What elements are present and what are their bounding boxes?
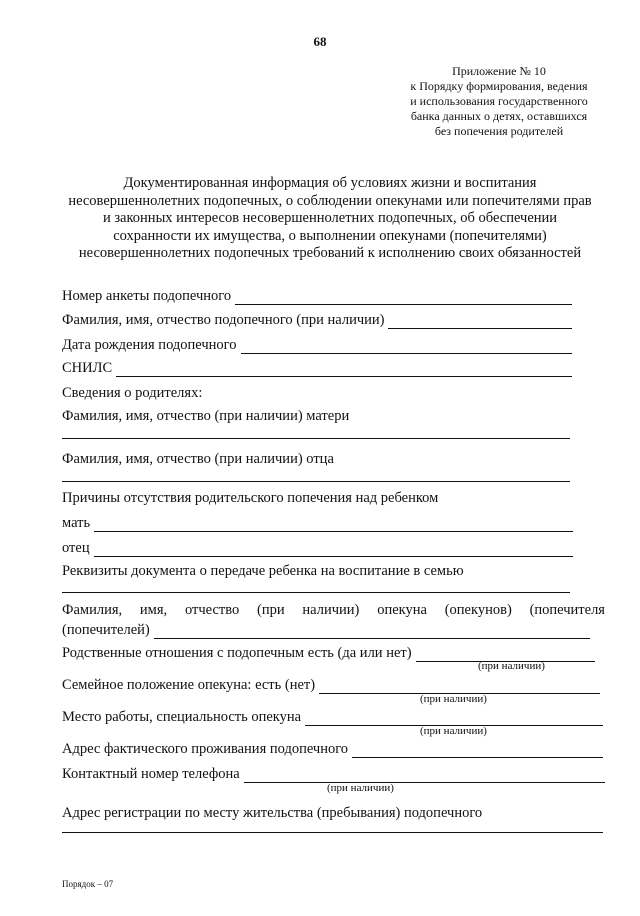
actual-address-label: Адрес фактического проживания подопечного: [62, 741, 349, 757]
appendix-note: [394, 64, 604, 139]
ward-name-field[interactable]: [388, 314, 572, 329]
marital-field[interactable]: [319, 679, 600, 694]
registration-address-field[interactable]: [62, 832, 603, 833]
guardian-name-label: [62, 602, 605, 619]
appendix-line: и использования государственного: [410, 94, 588, 108]
mother-reason-row: [62, 515, 573, 532]
snils-row: [62, 360, 572, 377]
guardian-word: наличии): [302, 602, 360, 618]
document-title: [50, 175, 610, 263]
guardian-word: (при: [257, 602, 285, 618]
workplace-row: [62, 709, 603, 726]
guardian-word: Фамилия,: [62, 602, 123, 618]
mother-name-field[interactable]: [62, 438, 570, 439]
marital-label: Семейное положение опекуна: есть (нет): [62, 677, 316, 693]
absence-reasons-label: Причины отсутствия родительского попечения над ребенком: [62, 490, 439, 506]
phone-hint: (при наличии): [327, 782, 394, 794]
marital-row: [62, 677, 600, 694]
footer-code: Порядок – 07: [62, 879, 114, 889]
guardian-word: отчество: [184, 602, 240, 618]
guardian-word: имя,: [139, 602, 168, 618]
appendix-line: Приложение № 10: [452, 64, 546, 78]
questionnaire-number-field[interactable]: [235, 290, 572, 305]
marital-hint: (при наличии): [420, 693, 487, 705]
transfer-doc-label: Реквизиты документа о передаче ребенка на воспитание в семью: [62, 563, 464, 579]
title-line: Документированная информация об условиях жизни и воспитания: [123, 175, 537, 191]
guardian-name-cont-label: (попечителей): [62, 622, 150, 638]
registration-address-label: Адрес регистрации по месту жительства (пребывания) подопечного: [62, 805, 483, 821]
father-name-field[interactable]: [62, 481, 570, 482]
guardian-name-row: [62, 622, 590, 639]
title-line: и законных интересов несовершеннолетних подопечных, об обеспечении: [102, 210, 558, 226]
kinship-hint: (при наличии): [478, 660, 545, 672]
appendix-line: банка данных о детях, оставшихся: [410, 109, 588, 123]
workplace-hint: (при наличии): [420, 725, 487, 737]
father-name-label: Фамилия, имя, отчество (при наличии) отца: [62, 451, 334, 467]
appendix-line: без попечения родителей: [434, 124, 564, 138]
guardian-word: (опекунов): [444, 602, 512, 618]
workplace-field[interactable]: [305, 711, 603, 726]
title-line: несовершеннолетних подопечных требований к исполнению своих обязанностей: [78, 245, 582, 261]
mother-reason-label: мать: [62, 515, 91, 531]
father-reason-row: [62, 540, 573, 557]
father-reason-label: отец: [62, 540, 90, 556]
guardian-word: опекуна: [377, 602, 427, 618]
snils-label: СНИЛС: [62, 360, 113, 376]
actual-address-field[interactable]: [352, 743, 603, 758]
appendix-line: к Порядку формирования, ведения: [410, 79, 588, 93]
birth-date-row: [62, 337, 572, 354]
title-line: сохранности их имущества, о выполнении опекунами (попечителями): [113, 227, 547, 244]
mother-name-label: Фамилия, имя, отчество (при наличии) матери: [62, 408, 350, 424]
page-number: 68: [313, 34, 327, 49]
birth-date-field[interactable]: [241, 339, 572, 354]
ward-name-row: [62, 312, 572, 329]
phone-label: Контактный номер телефона: [62, 766, 240, 782]
questionnaire-number-label: Номер анкеты подопечного: [62, 288, 232, 304]
phone-field[interactable]: [244, 768, 605, 783]
birth-date-label: Дата рождения подопечного: [62, 337, 237, 353]
father-reason-field[interactable]: [94, 542, 573, 557]
guardian-word: (попечителя: [529, 602, 605, 618]
ward-name-label: Фамилия, имя, отчество подопечного (при наличии): [62, 312, 385, 328]
actual-address-row: [62, 741, 603, 758]
workplace-label: Место работы, специальность опекуна: [62, 709, 302, 725]
guardian-name-field[interactable]: [154, 624, 590, 639]
parents-header: Сведения о родителях:: [62, 385, 203, 401]
snils-field[interactable]: [116, 362, 572, 377]
transfer-doc-field[interactable]: [62, 592, 570, 593]
kinship-label: Родственные отношения с подопечным есть (да или нет): [62, 645, 412, 661]
phone-row: [62, 766, 605, 783]
questionnaire-number-row: [62, 288, 572, 305]
title-line: несовершеннолетних подопечных, о соблюдении опекунами или попечителями прав: [68, 192, 592, 209]
mother-reason-field[interactable]: [94, 517, 573, 532]
